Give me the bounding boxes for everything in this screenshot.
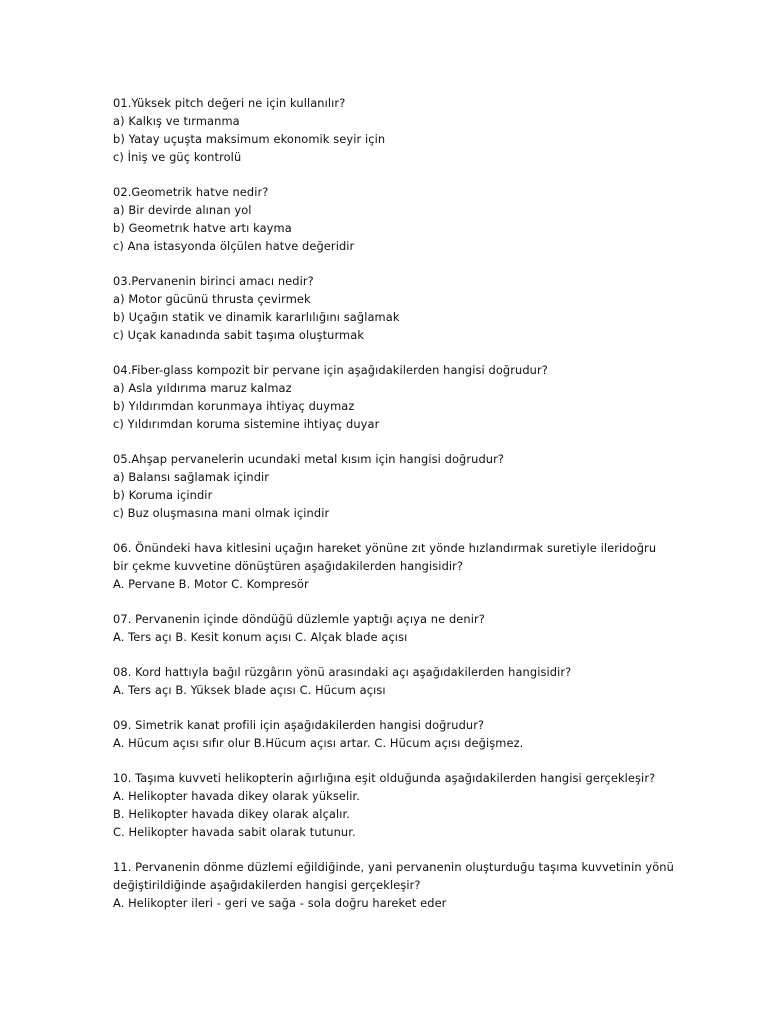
question-05 <box>113 450 733 522</box>
option-a: a) Kalkış ve tırmanma <box>113 114 240 128</box>
question-08 <box>113 663 733 699</box>
question-text: 10. Taşıma kuvveti helikopterin ağırlığına eşit olduğunda aşağıdakilerden hangisi gerçekleşir? <box>113 771 656 785</box>
option-b: b) Geometrık hatve artı kayma <box>113 221 292 235</box>
option-c: c) Uçak kanadında sabit taşıma oluşturmak <box>113 328 365 342</box>
option-b: b) Koruma içindir <box>113 488 213 502</box>
question-text: 01.Yüksek pitch değeri ne için kullanılır? <box>113 96 346 110</box>
question-text: 02.Geometrik hatve nedir? <box>113 185 269 199</box>
option-c: c) Yıldırımdan koruma sistemine ihtiyaç duyar <box>113 417 380 431</box>
option-b: b) Yatay uçuşta maksimum ekonomik seyir için <box>113 132 386 146</box>
question-text: 11. Pervanenin dönme düzlemi eğildiğinde, yani pervanenin oluşturduğu taşıma kuvvetinin yönü <box>113 860 674 874</box>
option-a: A. Helikopter havada dikey olarak yükselir. <box>113 789 360 803</box>
question-06 <box>113 539 733 593</box>
question-text: 06. Önündeki hava kitlesini uçağın hareket yönüne zıt yönde hızlandırmak suretiyle ileridoğru <box>113 541 657 555</box>
question-10 <box>113 769 733 841</box>
option-c: C. Helikopter havada sabit olarak tutunur. <box>113 825 356 839</box>
question-02 <box>113 183 733 255</box>
option-c: c) İniş ve güç kontrolü <box>113 150 242 164</box>
question-07 <box>113 610 733 646</box>
question-09 <box>113 716 733 752</box>
option-b: b) Yıldırımdan korunmaya ihtiyaç duymaz <box>113 399 355 413</box>
question-04 <box>113 361 733 433</box>
option-a: a) Motor gücünü thrusta çevirmek <box>113 292 311 306</box>
answer-options: A. Hücum açısı sıfır olur B.Hücum açısı artar. C. Hücum açısı değişmez. <box>113 736 524 750</box>
option-c: c) Buz oluşmasına mani olmak içindir <box>113 506 330 520</box>
answer-options: A. Ters açı B. Yüksek blade açısı C. Hücum açısı <box>113 683 386 697</box>
option-a: a) Balansı sağlamak içindir <box>113 470 270 484</box>
question-03 <box>113 272 733 344</box>
question-text: 09. Simetrik kanat profili için aşağıdakilerden hangisi doğrudur? <box>113 718 485 732</box>
question-text-continued: bir çekme kuvvetine dönüştüren aşağıdakilerden hangisidir? <box>113 559 464 573</box>
question-text: 05.Ahşap pervanelerin ucundaki metal kısım için hangisi doğrudur? <box>113 452 505 466</box>
option-a: a) Asla yıldırıma maruz kalmaz <box>113 381 292 395</box>
question-11 <box>113 858 733 912</box>
document-page <box>113 94 733 929</box>
question-text: 08. Kord hattıyla bağıl rüzgârın yönü arasındaki açı aşağıdakilerden hangisidir? <box>113 665 572 679</box>
question-text-continued: değiştirildiğinde aşağıdakilerden hangisi gerçekleşir? <box>113 878 421 892</box>
option-c: c) Ana istasyonda ölçülen hatve değeridir <box>113 239 355 253</box>
question-text: 03.Pervanenin birinci amacı nedir? <box>113 274 314 288</box>
question-01 <box>113 94 733 166</box>
question-text: 04.Fiber-glass kompozit bir pervane için aşağıdakilerden hangisi doğrudur? <box>113 363 548 377</box>
option-a: A. Helikopter ileri - geri ve sağa - sola doğru hareket eder <box>113 896 447 910</box>
question-text: 07. Pervanenin içinde döndüğü düzlemle yaptığı açıya ne denir? <box>113 612 485 626</box>
answer-options: A. Pervane B. Motor C. Kompresör <box>113 577 309 591</box>
option-b: B. Helikopter havada dikey olarak alçalır. <box>113 807 350 821</box>
option-a: a) Bir devirde alınan yol <box>113 203 252 217</box>
option-b: b) Uçağın statik ve dinamik kararlılığını sağlamak <box>113 310 400 324</box>
answer-options: A. Ters açı B. Kesit konum açısı C. Alçak blade açısı <box>113 630 408 644</box>
